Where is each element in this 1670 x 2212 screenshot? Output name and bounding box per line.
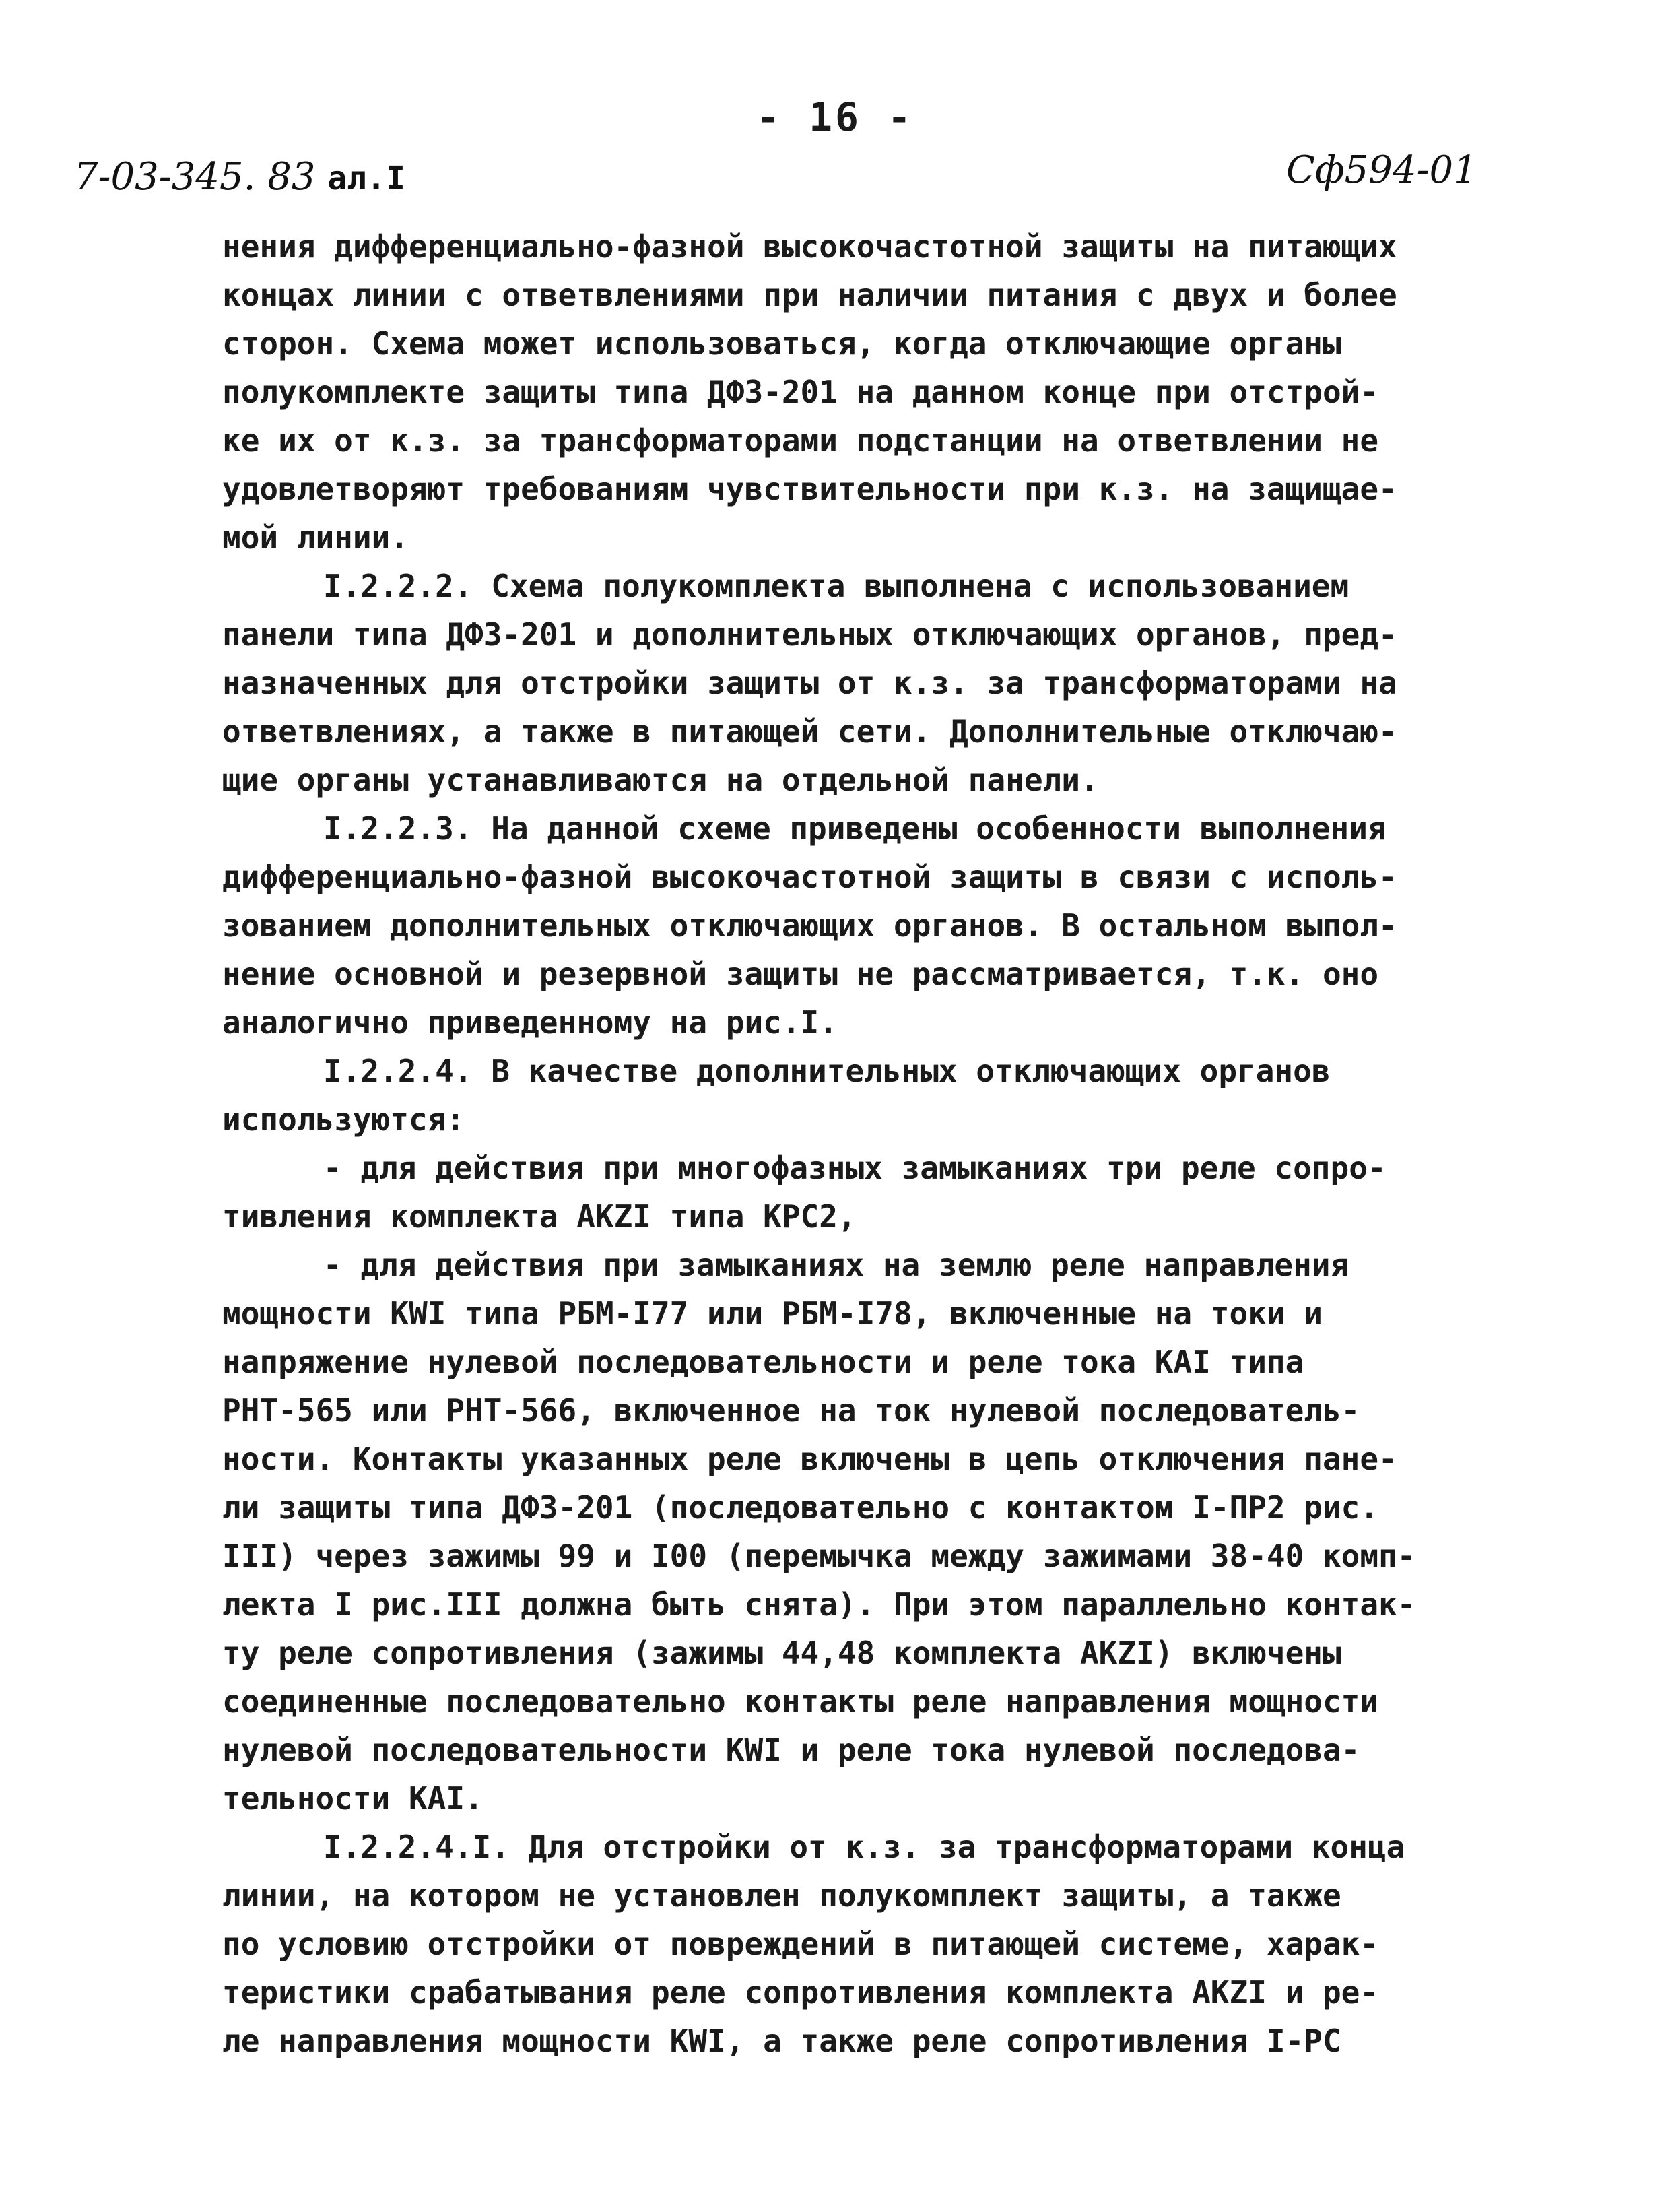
text-line: мощности KWI типа РБМ-I77 или РБМ-I78, включенные на токи и xyxy=(222,1295,1323,1332)
list-item-line: - для действия при многофазных замыканиях три реле сопро- xyxy=(323,1150,1387,1186)
text-line: по условию отстройки от повреждений в питающей системе, харак- xyxy=(222,1926,1379,1962)
text-line: ле направления мощности KWI, а также реле сопротивления I-РС xyxy=(222,2023,1341,2059)
text-line: ответвлениях, а также в питающей сети. Дополнительные отключаю- xyxy=(222,713,1397,750)
text-line: щие органы устанавливаются на отдельной панели. xyxy=(222,762,1099,798)
page-number: - 16 - xyxy=(756,94,914,140)
text-line: тивления комплекта AKZI типа КРС2, xyxy=(222,1198,857,1235)
section-heading-line: I.2.2.3. На данной схеме приведены особенности выполнения xyxy=(323,810,1387,847)
text-line: нулевой последовательности KWI и реле тока нулевой последова- xyxy=(222,1732,1360,1768)
list-item-line: - для действия при замыканиях на землю реле направления xyxy=(323,1247,1349,1283)
album-number: ал.I xyxy=(327,160,405,197)
text-line: сторон. Схема может использоваться, когда отключающие органы xyxy=(222,325,1341,362)
text-line: напряжение нулевой последовательности и реле тока KAI типа xyxy=(222,1344,1304,1380)
text-line: полукомплекте защиты типа ДФЗ-201 на данном конце при отстрой- xyxy=(222,374,1379,410)
text-line: панели типа ДФЗ-201 и дополнительных отключающих органов, пред- xyxy=(222,616,1397,653)
text-line: используются: xyxy=(222,1101,465,1138)
text-line: теристики срабатывания реле сопротивления комплекта AKZI и ре- xyxy=(222,1974,1379,2011)
text-line: дифференциально-фазной высокочастотной защиты в связи с исполь- xyxy=(222,859,1397,895)
section-heading-line: I.2.2.4. В качестве дополнительных отключающих органов xyxy=(323,1053,1331,1089)
text-line: III) через зажимы 99 и I00 (перемычка между зажимами 38-40 комп- xyxy=(222,1538,1416,1574)
text-line: тельности KAI. xyxy=(222,1780,483,1817)
text-line: ту реле сопротивления (зажимы 44,48 комплекта AKZI) включены xyxy=(222,1635,1341,1671)
text-line: зованием дополнительных отключающих органов. В остальном выпол- xyxy=(222,907,1397,944)
document-reference: Сф594-01 xyxy=(1286,148,1477,192)
document-code-handwritten: 7-03-345. 83 xyxy=(74,155,316,199)
text-line: нения дифференциально-фазной высокочастотной защиты на питающих xyxy=(222,228,1397,265)
text-line: ке их от к.з. за трансформаторами подстанции на ответвлении не xyxy=(222,422,1379,459)
text-line: нение основной и резервной защиты не рассматривается, т.к. оно xyxy=(222,956,1379,992)
section-heading-line: I.2.2.4.I. Для отстройки от к.з. за трансформаторами конца xyxy=(323,1829,1405,1865)
text-line: удовлетворяют требованиям чувствительности при к.з. на защищае- xyxy=(222,471,1397,507)
text-line: соединенные последовательно контакты реле направления мощности xyxy=(222,1683,1379,1720)
text-line: ли защиты типа ДФЗ-201 (последовательно с контактом I-ПР2 рис. xyxy=(222,1489,1379,1526)
text-line: линии, на котором не установлен полукомплект защиты, а также xyxy=(222,1877,1341,1914)
text-line: РНТ-565 или РНТ-566, включенное на ток нулевой последователь- xyxy=(222,1392,1360,1429)
document-code xyxy=(74,155,405,199)
text-line: концах линии с ответвлениями при наличии питания с двух и более xyxy=(222,277,1397,313)
text-line: лекта I рис.III должна быть снята). При этом параллельно контак- xyxy=(222,1586,1416,1623)
body-text xyxy=(222,222,1529,2065)
text-line: аналогично приведенному на рис.I. xyxy=(222,1004,838,1041)
text-line: назначенных для отстройки защиты от к.з. за трансформаторами на xyxy=(222,665,1397,701)
text-line: ности. Контакты указанных реле включены в цепь отключения пане- xyxy=(222,1441,1397,1477)
text-line: мой линии. xyxy=(222,519,409,556)
section-heading-line: I.2.2.2. Схема полукомплекта выполнена с использованием xyxy=(323,568,1349,604)
